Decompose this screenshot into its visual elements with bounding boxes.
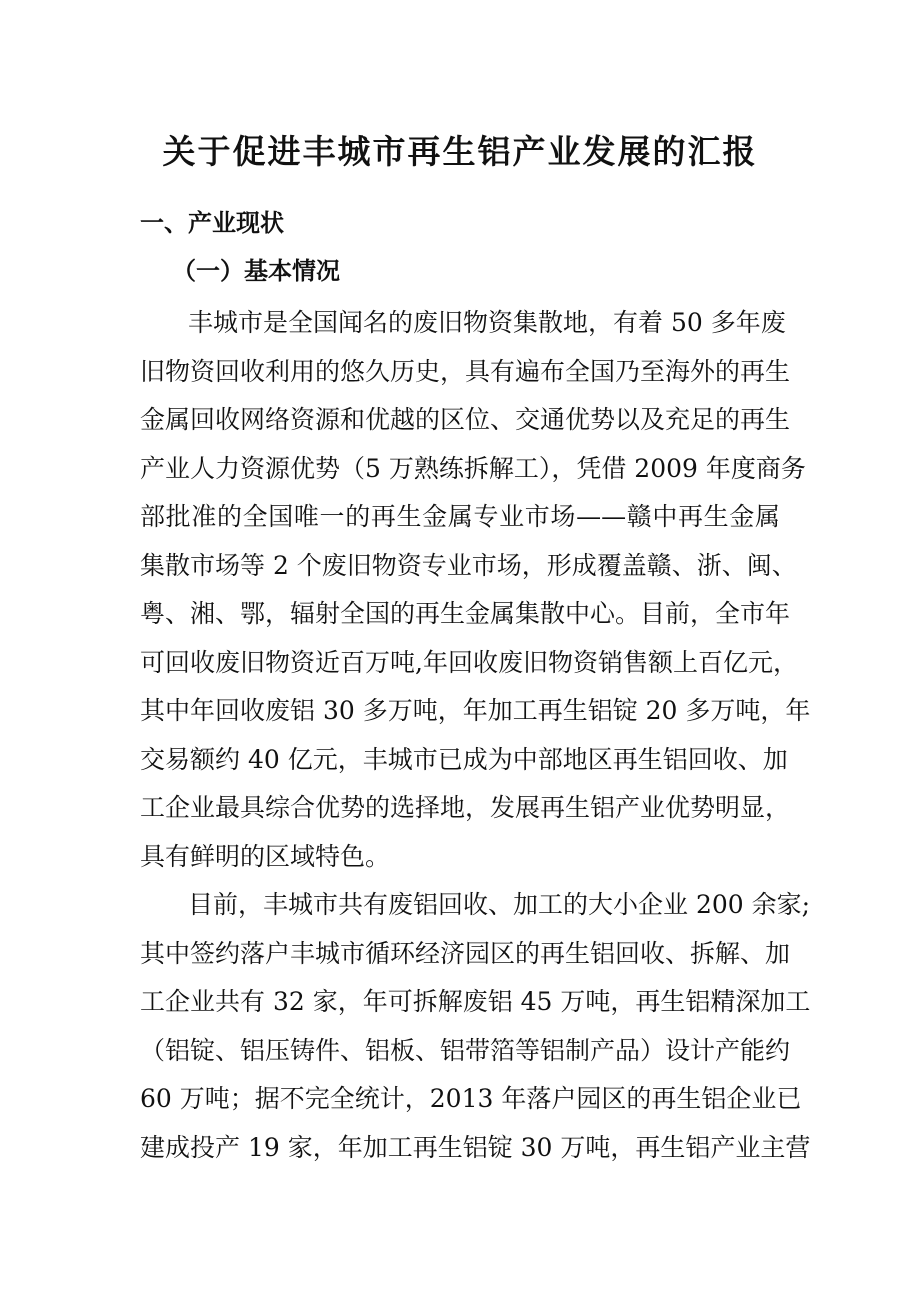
- paragraph-line: （铝锭、铝压铸件、铝板、铝带箔等铝制产品）设计产能约: [140, 1035, 791, 1065]
- paragraph-line: 可回收废旧物资近百万吨,年回收废旧物资销售额上百亿元，: [140, 647, 798, 677]
- paragraph-line: 丰城市是全国闻名的废旧物资集散地，有着 50 多年废: [188, 308, 786, 337]
- paragraph-line: 部批准的全国唯一的再生金属专业市场——赣中再生金属: [140, 502, 780, 531]
- paragraph-line: 建成投产 19 家，年加工再生铝锭 30 万吨，再生铝产业主营: [140, 1132, 811, 1162]
- document-title: 关于促进丰城市再生铝产业发展的汇报: [162, 132, 758, 171]
- paragraph-line: 目前，丰城市共有废铝回收、加工的大小企业 200 余家;: [188, 890, 811, 919]
- paragraph-line: 旧物资回收利用的悠久历史，具有遍布全国乃至海外的再生: [140, 356, 791, 386]
- paragraph-line: 产业人力资源优势（5 万熟练拆解工），凭借 2009 年度商务: [140, 453, 806, 483]
- section-heading: 一、产业现状: [140, 209, 284, 237]
- paragraph-line: 交易额约 40 亿元，丰城市已成为中部地区再生铝回收、加: [140, 744, 788, 774]
- paragraph-line: 具有鲜明的区域特色。: [140, 841, 391, 871]
- subsection-heading: （一）基本情况: [172, 257, 340, 285]
- paragraph-line: 其中年回收废铝 30 多万吨，年加工再生铝锭 20 多万吨，年: [140, 696, 811, 725]
- paragraph-line: 金属回收网络资源和优越的区位、交通优势以及充足的再生: [140, 405, 791, 434]
- paragraph-line: 工企业最具综合优势的选择地，发展再生铝产业优势明显，: [140, 793, 791, 822]
- paragraph-line: 工企业共有 32 家，年可拆解废铝 45 万吨，再生铝精深加工: [140, 987, 811, 1016]
- paragraph-line: 集散市场等 2 个废旧物资专业市场，形成覆盖赣、浙、闽、: [140, 550, 797, 580]
- paragraph-line: 60 万吨；据不完全统计，2013 年落户园区的再生铝企业已: [140, 1084, 802, 1113]
- paragraph-line: 粤、湘、鄂，辐射全国的再生金属集散中心。目前，全市年: [140, 599, 791, 628]
- paragraph-line: 其中签约落户丰城市循环经济园区的再生铝回收、拆解、加: [140, 938, 791, 968]
